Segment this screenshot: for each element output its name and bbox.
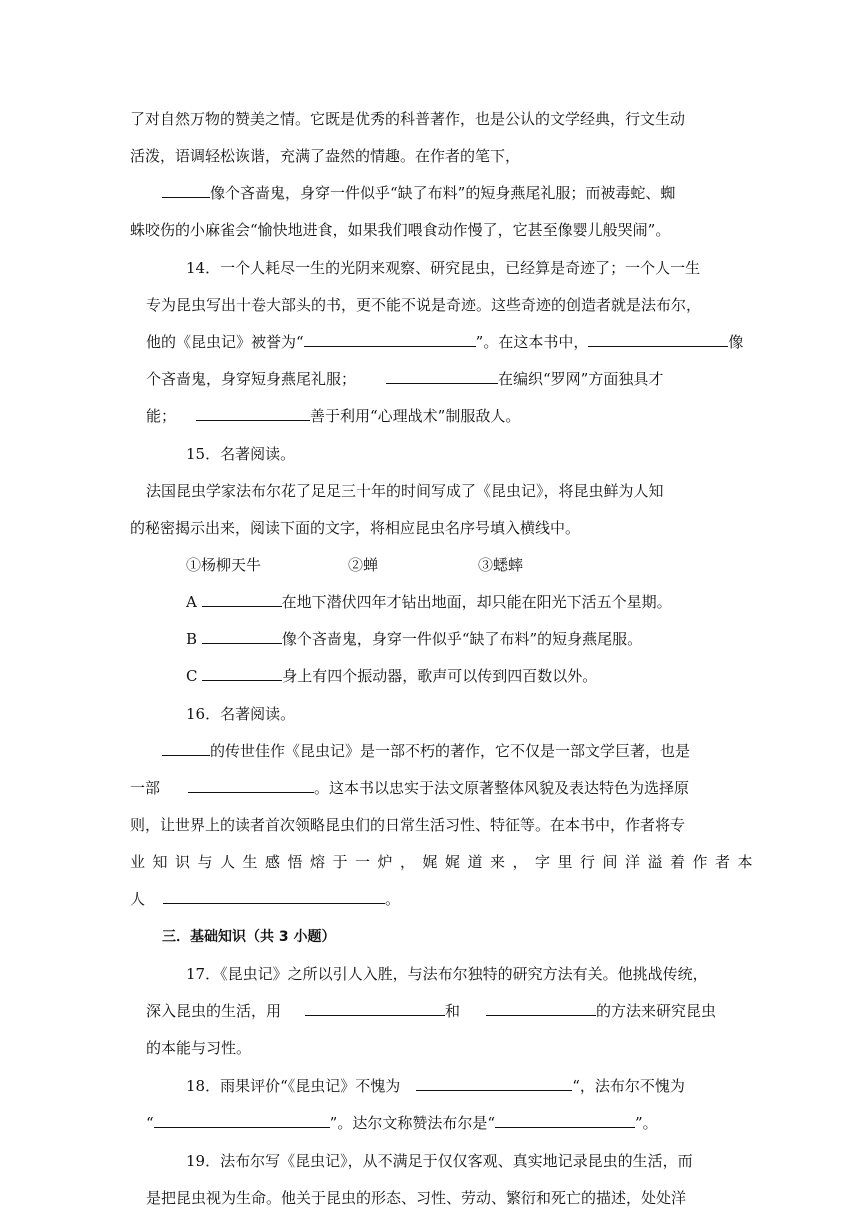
fill-item-c: C 身上有四个振动器，歌声可以传到四百数以外。 xyxy=(186,667,598,685)
paragraph-line: 活泼，语调轻松诙谐，充满了盎然的情趣。在作者的笔下， xyxy=(130,147,521,165)
answer-blank[interactable] xyxy=(163,889,385,904)
question-16-line: 业知识与人生感悟熔于一炉，娓娓道来，字里行间洋溢着作者本 xyxy=(130,853,761,871)
question-15-line: 法国昆虫学家法布尔花了足足三十年的时间写成了《昆虫记》，将昆虫鲜为人知 xyxy=(146,482,664,500)
answer-blank[interactable] xyxy=(162,741,210,756)
answer-blank[interactable] xyxy=(304,332,476,347)
answer-blank[interactable] xyxy=(202,629,282,644)
answer-blank[interactable] xyxy=(588,332,728,347)
answer-blank[interactable] xyxy=(154,1113,330,1128)
answer-blank[interactable] xyxy=(202,592,282,607)
answer-blank[interactable] xyxy=(196,406,310,421)
option-1: ①杨柳天牛 xyxy=(186,556,262,574)
question-17-line: 深入昆虫的生活，用 和 的方法来研究昆虫 xyxy=(146,1002,717,1020)
question-16-line: 人 。 xyxy=(130,890,401,908)
paragraph-line: 蛛咬伤的小麻雀会“愉快地进食，如果我们喂食动作慢了，它甚至像婴儿般哭闹”。 xyxy=(130,221,671,239)
answer-blank[interactable] xyxy=(495,1113,635,1128)
fill-item-b: B 像个吝啬鬼，身穿一件似乎“缺了布料”的短身燕尾服。 xyxy=(186,630,643,648)
answer-blank[interactable] xyxy=(305,1001,445,1016)
answer-blank[interactable] xyxy=(486,1001,596,1016)
question-19-line: 19．法布尔写《昆虫记》，从不满足于仅仅客观、真实地记录昆虫的生活，而 xyxy=(186,1152,693,1170)
option-3: ③蟋蟀 xyxy=(478,556,524,574)
answer-blank[interactable] xyxy=(188,778,314,793)
paragraph-line: 了对自然万物的赞美之情。它既是优秀的科普著作，也是公认的文学经典，行文生动 xyxy=(130,110,686,128)
question-14-line: 他的《昆虫记》被誉为“ ”。在这本书中， 像 xyxy=(146,333,744,351)
question-14-line: 个吝啬鬼，身穿短身燕尾礼服； 在编织“罗网”方面独具才 xyxy=(146,370,664,388)
fill-item-a: A 在地下潜伏四年才钻出地面，却只能在阳光下活五个星期。 xyxy=(186,593,672,611)
question-16-title: 16．名著阅读。 xyxy=(186,705,296,723)
question-16-line: 则，让世界上的读者首次领略昆虫们的日常生活习性、特征等。在本书中，作者将专 xyxy=(130,816,686,834)
option-2: ②蝉 xyxy=(348,556,379,574)
answer-blank[interactable] xyxy=(202,666,282,681)
option-list xyxy=(186,554,523,576)
question-15-line: 的秘密揭示出来，阅读下面的文字，将相应昆虫名序号填入横线中。 xyxy=(130,519,581,537)
question-14-line: 14．一个人耗尽一生的光阴来观察、研究昆虫，已经算是奇迹了；一个人一生 xyxy=(186,259,701,277)
question-18-line: “ ”。达尔文称赞法布尔是“ ”。 xyxy=(146,1114,658,1132)
question-18-line: 18．雨果评价“《昆虫记》不愧为 “，法布尔不愧为 xyxy=(186,1077,685,1095)
answer-blank[interactable] xyxy=(416,1076,572,1091)
question-17-line: 17．《昆虫记》之所以引人入胜，与法布尔独特的研究方法有关。他挑战传统， xyxy=(186,965,708,983)
section-heading: 三．基础知识（共 3 小题） xyxy=(162,929,336,945)
answer-blank[interactable] xyxy=(386,369,498,384)
answer-blank[interactable] xyxy=(162,183,210,198)
question-14-line: 专为昆虫写出十卷大部头的书，更不能不说是奇迹。这些奇迹的创造者就是法布尔， xyxy=(146,296,702,314)
question-19-line: 是把昆虫视为生命。他关于昆虫的形态、习性、劳动、繁衍和死亡的描述，处处洋 xyxy=(146,1189,687,1207)
question-16-line: 的传世佳作《昆虫记》是一部不朽的著作，它不仅是一部文学巨著，也是 xyxy=(162,740,690,762)
question-17-line: 的本能与习性。 xyxy=(146,1039,252,1057)
question-16-line: 一部 。这本书以忠实于法文原著整体风貌及表达特色为选择原 xyxy=(130,779,690,797)
question-14-line: 能； 善于利用“心理战术”制服敌人。 xyxy=(146,407,521,425)
paragraph-line: 像个吝啬鬼，身穿一件似乎“缺了布料”的短身燕尾礼服；而被毒蛇、蜘 xyxy=(162,182,675,204)
question-15-title: 15．名著阅读。 xyxy=(186,445,296,463)
